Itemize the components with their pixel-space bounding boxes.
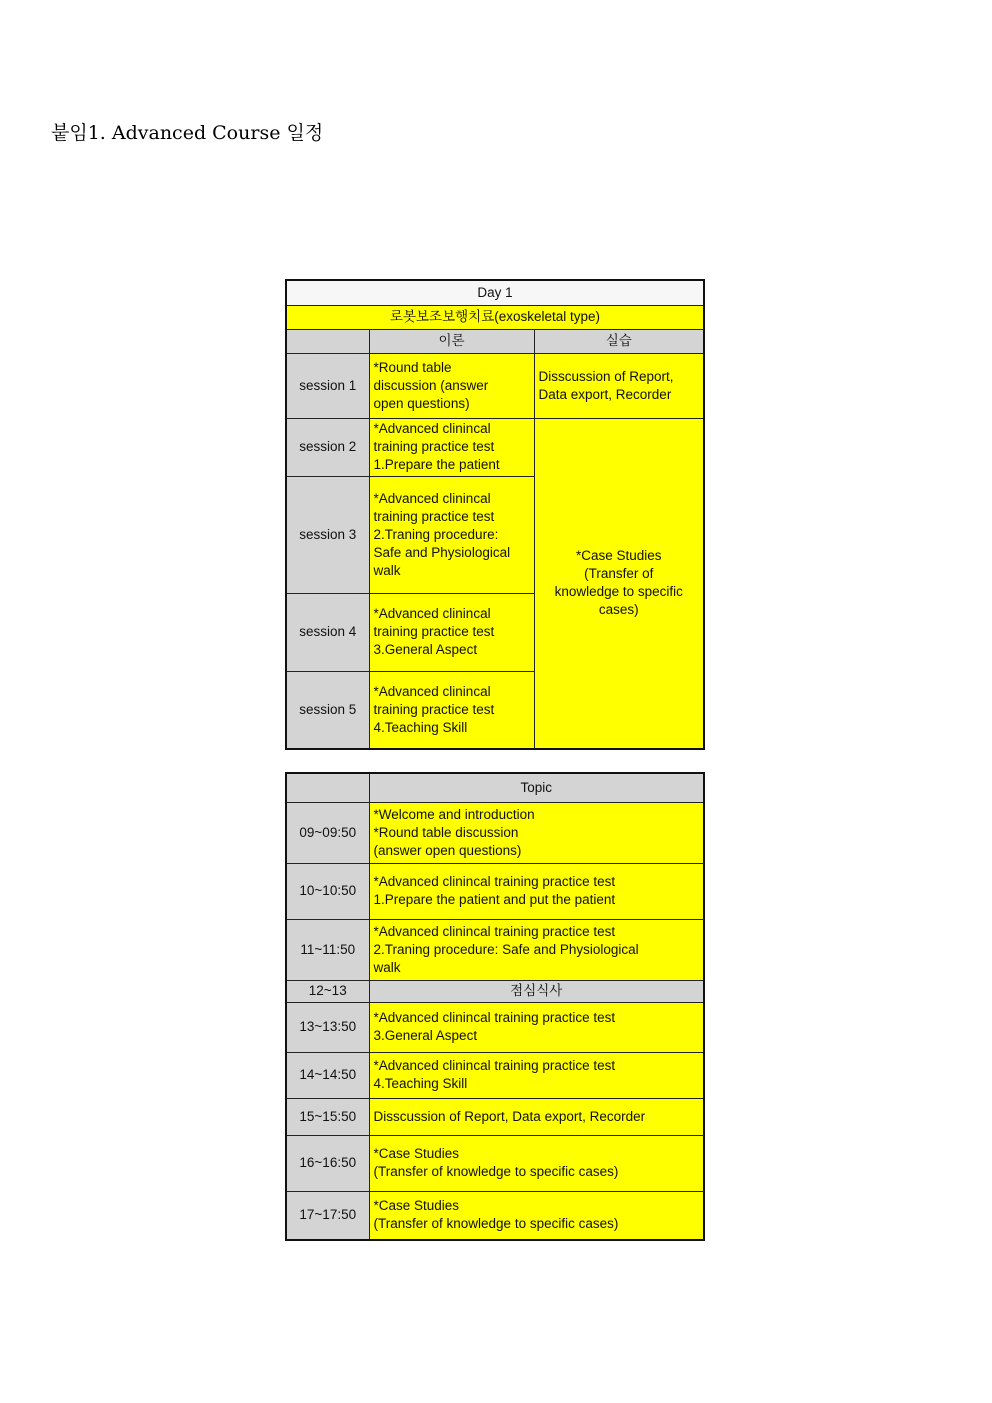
day1-session-table [285,279,705,750]
time-slot: 17~17:50 [286,1191,369,1240]
topic-cell: *Advanced clinincal training practice test 3.General Aspect [369,1002,704,1052]
header-theory: 이론 [369,329,534,353]
topic-cell: *Case Studies (Transfer of knowledge to specific cases) [369,1191,704,1240]
session-label: session 3 [286,476,369,593]
time-slot: 12~13 [286,980,369,1002]
time-slot: 10~10:50 [286,863,369,919]
topic-cell: *Welcome and introduction *Round table discussion (answer open questions) [369,802,704,863]
header-blank-cell [286,773,369,802]
session-label: session 2 [286,418,369,476]
topic-cell: *Advanced clinincal training practice test 4.Teaching Skill [369,1052,704,1098]
time-slot: 14~14:50 [286,1052,369,1098]
session-label: session 4 [286,593,369,671]
topic-cell: *Case Studies (Transfer of knowledge to specific cases) [369,1135,704,1191]
header-blank-cell [286,329,369,353]
topic-cell: Disscussion of Report, Data export, Recorder [369,1098,704,1135]
time-slot: 15~15:50 [286,1098,369,1135]
session-label: session 5 [286,671,369,749]
lunch-cell: 점심식사 [369,980,704,1002]
topic-cell: *Advanced clinincal training practice test 2.Traning procedure: Safe and Physiological walk [369,919,704,980]
time-slot: 11~11:50 [286,919,369,980]
session-theory: *Advanced clinincal training practice test 4.Teaching Skill [369,671,534,749]
topic-cell: *Advanced clinincal training practice test 1.Prepare the patient and put the patient [369,863,704,919]
session-theory: *Advanced clinincal training practice test 1.Prepare the patient [369,418,534,476]
program-title: 로봇보조보행치료(exoskeletal type) [286,305,704,329]
day1-time-table [285,772,705,1241]
time-slot: 09~09:50 [286,802,369,863]
day-title: Day 1 [286,280,704,305]
session-label: session 1 [286,353,369,418]
practice-report-cell: Disscussion of Report, Data export, Recorder [534,353,704,418]
header-topic: Topic [369,773,704,802]
session-theory: *Advanced clinincal training practice test 2.Traning procedure: Safe and Physiological walk [369,476,534,593]
time-slot: 16~16:50 [286,1135,369,1191]
header-practice: 실습 [534,329,704,353]
document-heading: 붙임1. Advanced Course 일정 [51,122,324,144]
practice-case-studies-cell: *Case Studies (Transfer of knowledge to specific cases) [534,418,704,749]
session-theory: *Round table discussion (answer open questions) [369,353,534,418]
time-slot: 13~13:50 [286,1002,369,1052]
session-theory: *Advanced clinincal training practice test 3.General Aspect [369,593,534,671]
